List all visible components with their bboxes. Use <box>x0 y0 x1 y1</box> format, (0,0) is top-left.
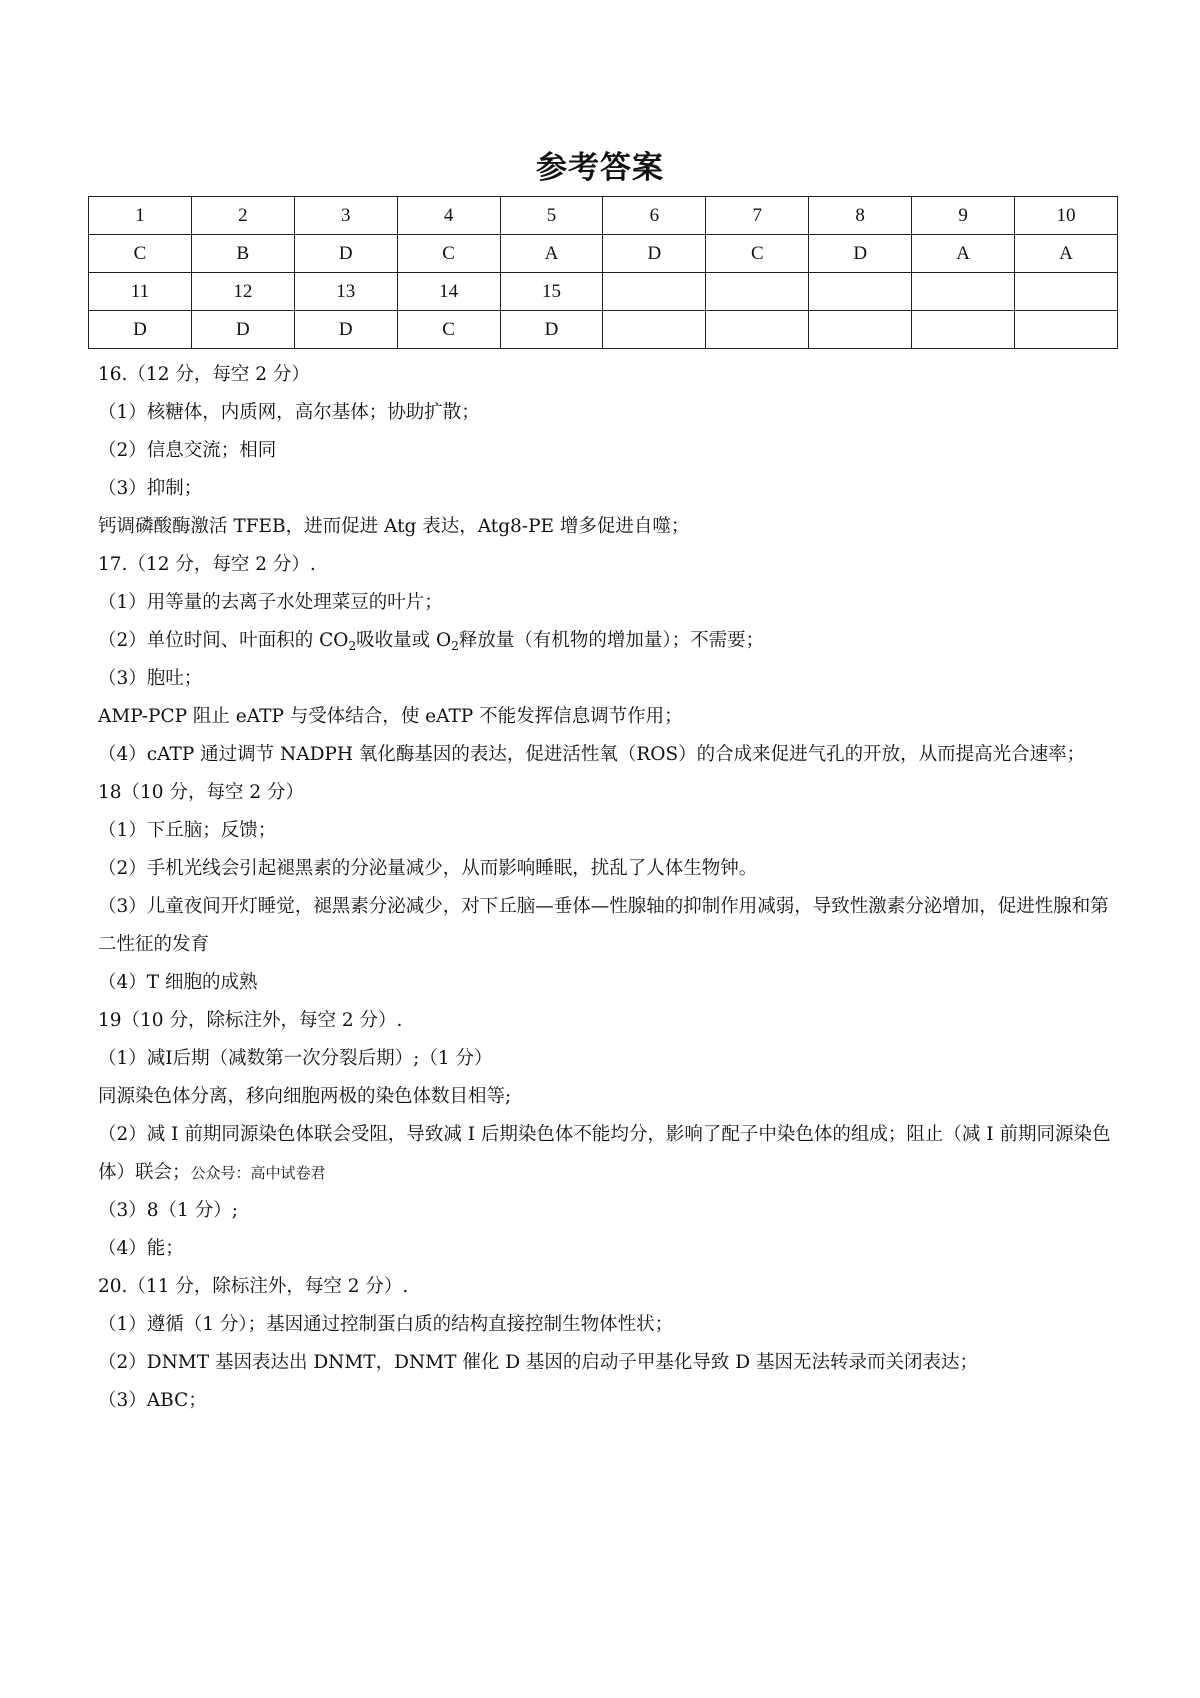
page-title: 参考答案 <box>536 150 664 186</box>
table-cell: 2 <box>191 197 294 235</box>
q20-answer-1: （1）遵循（1 分）；基因通过控制蛋白质的结构直接控制生物体性状； <box>98 1314 674 1335</box>
q16-answer-3: （3）抑制； <box>98 478 203 499</box>
table-row <box>89 311 1118 349</box>
table-cell: A <box>1015 235 1118 273</box>
table-cell: 4 <box>397 197 500 235</box>
table-cell: C <box>397 311 500 349</box>
table-cell: C <box>89 235 192 273</box>
table-cell: D <box>89 311 192 349</box>
table-cell: B <box>191 235 294 273</box>
q18-answer-1: （1）下丘脑；反馈； <box>98 820 277 841</box>
table-cell: 8 <box>809 197 912 235</box>
table-cell: 3 <box>294 197 397 235</box>
table-cell: 9 <box>912 197 1015 235</box>
q20-answer-2: （2）DNMT 基因表达出 DNMT，DNMT 催化 D 基因的启动子甲基化导致 D 基因无法转录而关闭表达； <box>98 1352 979 1373</box>
table-cell: 14 <box>397 273 500 311</box>
q19-answer-2 <box>98 1116 1113 1192</box>
q17-answer-2 <box>98 622 1113 660</box>
q17-answer-2-text: 吸收量或 O <box>356 630 452 651</box>
q20-answer-3: （3）ABC； <box>98 1390 207 1411</box>
table-row <box>89 235 1118 273</box>
table-cell <box>912 273 1015 311</box>
table-cell: 7 <box>706 197 809 235</box>
table-cell <box>603 273 706 311</box>
q17-answer-2-text: 释放量（有机物的增加量）；不需要； <box>458 630 765 651</box>
table-cell: D <box>294 235 397 273</box>
q19-answer-1-detail: 同源染色体分离，移向细胞两极的染色体数目相等; <box>98 1086 512 1107</box>
table-cell: 12 <box>191 273 294 311</box>
table-cell <box>809 273 912 311</box>
table-cell: D <box>603 235 706 273</box>
q19-answer-4: （4）能； <box>98 1238 184 1259</box>
table-cell: D <box>500 311 603 349</box>
table-cell: A <box>500 235 603 273</box>
q16-heading: 16.（12 分，每空 2 分） <box>98 364 310 385</box>
table-cell <box>706 311 809 349</box>
table-cell <box>1015 311 1118 349</box>
table-cell: 15 <box>500 273 603 311</box>
table-row <box>89 197 1118 235</box>
q16-answer-2: （2）信息交流；相同 <box>98 440 277 461</box>
q19-answer-1: （1）减Ⅰ后期（减数第一次分裂后期）;（1 分） <box>98 1048 493 1069</box>
table-cell <box>912 311 1015 349</box>
table-cell: 1 <box>89 197 192 235</box>
q17-heading: 17.（12 分，每空 2 分）. <box>98 554 316 575</box>
q19-answer-3: （3）8（1 分）; <box>98 1200 238 1221</box>
table-cell: D <box>809 235 912 273</box>
q17-answer-2-text: （2）单位时间、叶面积的 CO <box>98 630 349 651</box>
table-cell: 10 <box>1015 197 1118 235</box>
q17-answer-4: （4）cATP 通过调节 NADPH 氧化酶基因的表达，促进活性氧（ROS）的合成来促进气孔的开放，从而提高光合速率； <box>98 744 1086 765</box>
table-cell: A <box>912 235 1015 273</box>
q17-answer-1: （1）用等量的去离子水处理菜豆的叶片； <box>98 592 443 613</box>
table-cell: D <box>191 311 294 349</box>
answer-table <box>88 196 1118 349</box>
table-row <box>89 273 1118 311</box>
table-cell: C <box>397 235 500 273</box>
q18-answer-2: （2）手机光线会引起褪黑素的分泌量减少，从而影响睡眠，扰乱了人体生物钟。 <box>98 858 758 879</box>
table-cell <box>603 311 706 349</box>
table-cell: 13 <box>294 273 397 311</box>
answer-body <box>98 356 1113 1420</box>
q19-heading: 19（10 分，除标注外，每空 2 分）. <box>98 1010 403 1031</box>
q20-heading: 20.（11 分，除标注外，每空 2 分）. <box>98 1276 409 1297</box>
table-cell: 6 <box>603 197 706 235</box>
q18-heading: 18（10 分，每空 2 分） <box>98 782 304 803</box>
q16-answer-3-detail: 钙调磷酸酶激活 TFEB，进而促进 Atg 表达，Atg8-PE 增多促进自噬； <box>98 516 690 537</box>
q18-answer-4: （4）T 细胞的成熟 <box>98 972 258 993</box>
subscript: 2 <box>348 639 357 653</box>
table-cell <box>809 311 912 349</box>
q18-answer-3: （3）儿童夜间开灯睡觉，褪黑素分泌减少，对下丘脑—垂体—性腺轴的抑制作用减弱，导致性激素分泌增加，促进性腺和第二性征的发育 <box>98 896 1109 955</box>
q16-answer-1: （1）核糖体，内质网，高尔基体；协助扩散； <box>98 402 480 423</box>
q17-answer-3-detail: AMP-PCP 阻止 eATP 与受体结合，使 eATP 不能发挥信息调节作用； <box>98 706 683 727</box>
table-cell <box>706 273 809 311</box>
subscript: 2 <box>451 639 459 653</box>
table-cell: C <box>706 235 809 273</box>
table-cell <box>1015 273 1118 311</box>
q17-answer-3: （3）胞吐； <box>98 668 203 689</box>
source-note: 公众号：高中试卷君 <box>190 1164 326 1182</box>
table-cell: 5 <box>500 197 603 235</box>
table-cell: 11 <box>89 273 192 311</box>
q19-answer-2-text: （2）减 I 前期同源染色体联会受阻，导致减 I 后期染色体不能均分，影响了配子中染色体的组成；阻止（减 I 前期同源染色体）联会； <box>98 1124 1111 1183</box>
table-cell: D <box>294 311 397 349</box>
